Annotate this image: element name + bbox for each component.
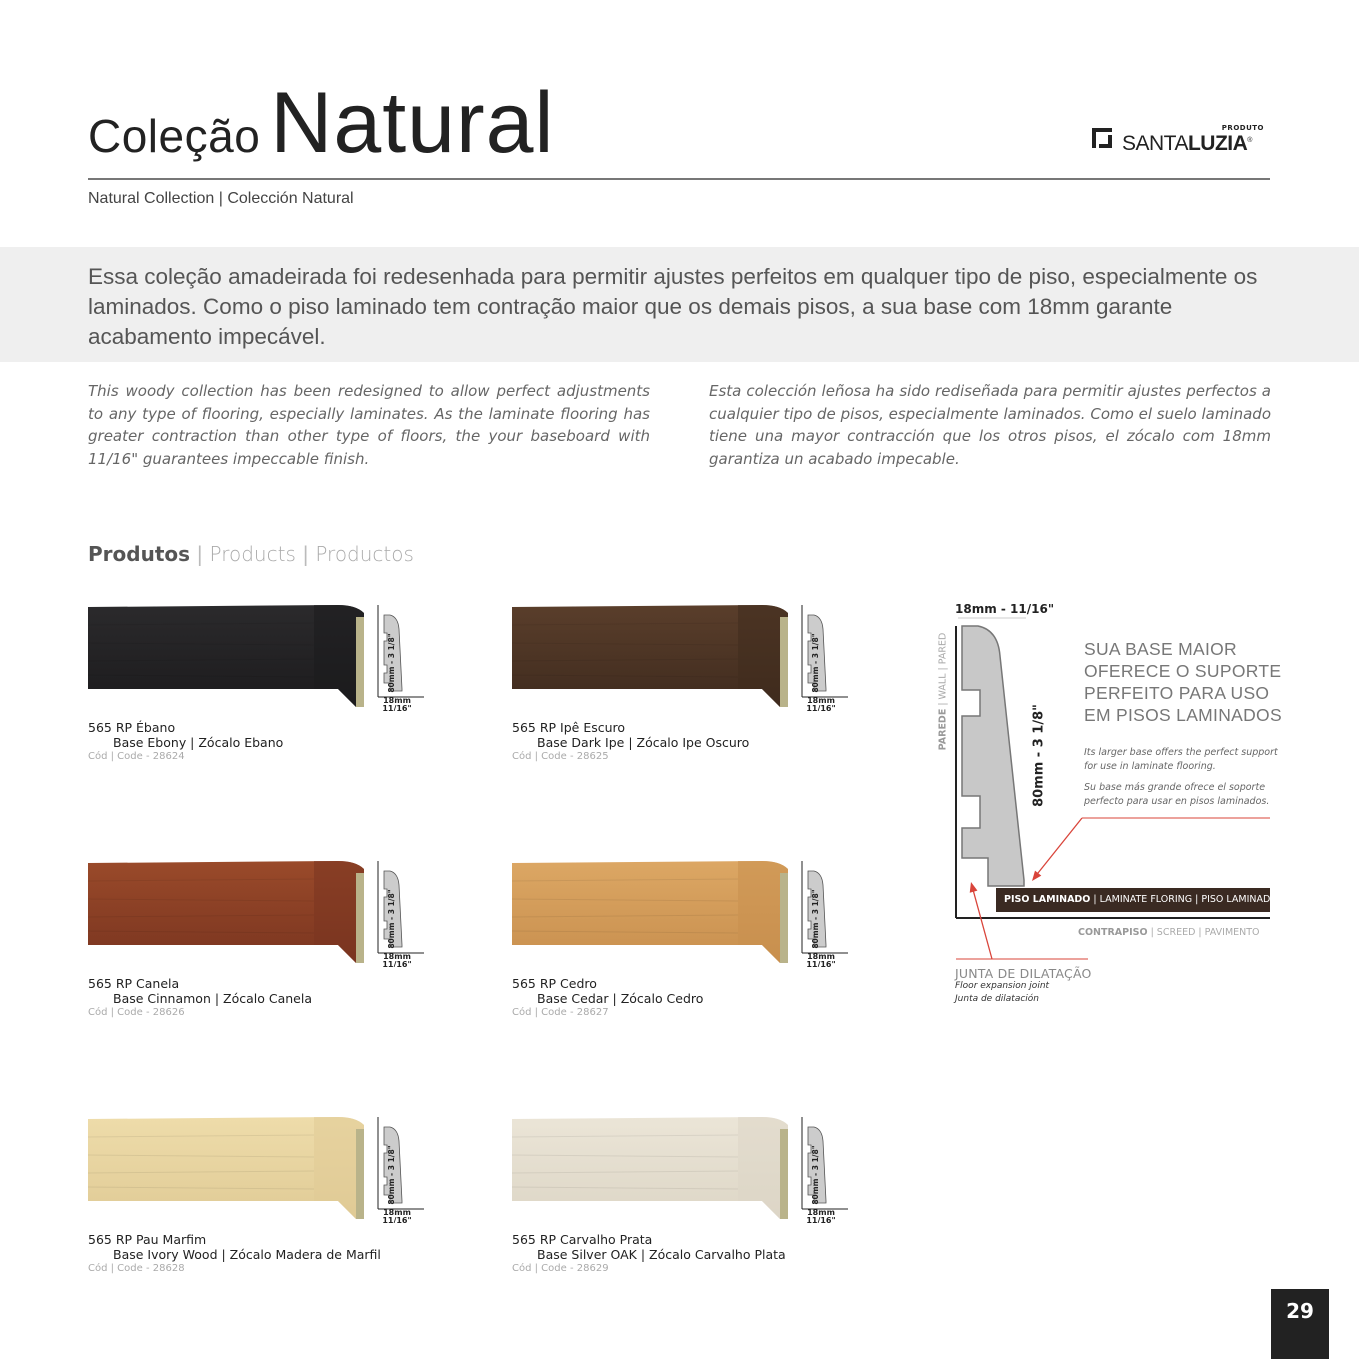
paragraph-english: This woody collection has been redesigned to allow perfect adjustments to any type of flooring, especially laminates. As the laminate flooring has greater contraction than other type of floors, the your baseboard with 11/16" guarantees impeccable finish. bbox=[88, 382, 650, 468]
profile-height-label: 80mm - 3 1/8" bbox=[387, 1145, 396, 1205]
baseboard-photo bbox=[88, 859, 365, 965]
profile-width-in: 11/16" bbox=[382, 704, 412, 711]
product-name: 565 RP Ébano bbox=[88, 720, 176, 735]
profile-height-label: 80mm - 3 1/8" bbox=[387, 889, 396, 949]
baseboard-photo bbox=[88, 603, 365, 709]
product-card bbox=[88, 603, 468, 773]
profile-height-label: 80mm - 3 1/8" bbox=[387, 633, 396, 693]
products-heading-en: Products bbox=[209, 542, 296, 566]
product-card bbox=[88, 1115, 468, 1285]
diagram-text-en: Its larger base offers the perfect support for use in laminate flooring. bbox=[1084, 747, 1278, 772]
products-heading-pt: Produtos bbox=[88, 542, 191, 566]
profile-width-in: 11/16" bbox=[806, 960, 836, 967]
baseboard-photo bbox=[512, 1115, 789, 1221]
product-name: 565 RP Canela bbox=[88, 976, 180, 991]
baseboard-profile bbox=[962, 626, 1024, 886]
diagram-headline: SUA BASE MAIOR OFERECE O SUPORTE PERFEITO PARA USO EM PISOS LAMINADOS bbox=[1084, 639, 1282, 725]
profile-width-mm: 18mm bbox=[383, 1208, 411, 1217]
diagram-text-es: Su base más grande ofrece el soporte perfecto para usar en pisos laminados. bbox=[1084, 782, 1270, 807]
product-code: Cód | Code - 28627 bbox=[512, 1007, 609, 1018]
laminate-floor-bold: PISO LAMINADO bbox=[1004, 894, 1091, 905]
logo-wordmark bbox=[1122, 132, 1252, 156]
accent-arrow-head bbox=[1029, 871, 1041, 884]
profile-height-label: 80mm - 3 1/8" bbox=[811, 1145, 820, 1205]
product-description: Base Dark Ipe | Zócalo Ipe Oscuro bbox=[537, 735, 750, 750]
products-heading-sep: | bbox=[302, 542, 309, 566]
intro-text: Essa coleção amadeirada foi redesenhada para permitir ajustes perfeitos em qualquer tipo de piso, especialmente os laminados. Como o piso laminado tem contração maior que os demais pisos, a sua base com 18mm garante acabamento impecável. bbox=[88, 264, 1258, 349]
product-code: Cód | Code - 28629 bbox=[512, 1263, 609, 1274]
collection-title bbox=[88, 74, 555, 173]
product-code: Cód | Code - 28624 bbox=[88, 751, 185, 762]
accent-arrow-head bbox=[967, 881, 977, 893]
laminate-floor-rest: | LAMINATE FLORING | PISO LAMINADO bbox=[1090, 894, 1278, 905]
product-card bbox=[512, 603, 892, 773]
profile-width-mm: 18mm bbox=[807, 696, 835, 705]
title-small: Coleção bbox=[88, 110, 261, 162]
product-description: Base Silver OAK | Zócalo Carvalho Plata bbox=[537, 1247, 786, 1262]
products-heading-sep: | bbox=[196, 542, 204, 566]
expansion-joint-en: Floor expansion joint bbox=[955, 981, 1050, 991]
screed-label-rest: | SCREED | PAVIMENTO bbox=[1147, 927, 1260, 938]
product-card bbox=[512, 1115, 892, 1285]
dim-top-label: 18mm - 11/16" bbox=[955, 602, 1055, 616]
profile-width-mm: 18mm bbox=[807, 952, 835, 961]
baseboard-photo bbox=[88, 1115, 365, 1221]
profile-diagram bbox=[372, 1115, 432, 1223]
profile-diagram bbox=[372, 603, 432, 711]
product-code: Cód | Code - 28625 bbox=[512, 751, 609, 762]
product-code: Cód | Code - 28626 bbox=[88, 1007, 185, 1018]
logo-produto: PRODUTO bbox=[1221, 124, 1264, 132]
product-card bbox=[512, 859, 892, 1029]
products-heading bbox=[88, 542, 414, 566]
product-description: Base Cinnamon | Zócalo Canela bbox=[113, 991, 312, 1006]
logo-registered: ® bbox=[1247, 137, 1252, 144]
paragraph-spanish: Esta colección leñosa ha sido rediseñada para permitir ajustes perfectos a cualquier tipo de pisos, especialmente laminados. Como el suelo laminado tiene una mayor contracción que los otros pisos, el zócalo com 18mm garantiza un acabado impecable. bbox=[709, 382, 1271, 468]
profile-width-mm: 18mm bbox=[807, 1208, 835, 1217]
screed-label bbox=[1078, 927, 1260, 938]
expansion-joint-es: Junta de dilatación bbox=[955, 994, 1040, 1004]
accent-arrow-line bbox=[972, 886, 992, 959]
baseboard-photo bbox=[512, 603, 789, 709]
profile-diagram bbox=[796, 1115, 856, 1223]
product-description: Base Ebony | Zócalo Ebano bbox=[113, 735, 284, 750]
profile-diagram bbox=[796, 603, 856, 711]
brand-logo bbox=[1092, 124, 1272, 158]
profile-height-label: 80mm - 3 1/8" bbox=[811, 633, 820, 693]
profile-height-label: 80mm - 3 1/8" bbox=[811, 889, 820, 949]
wall-label-bold: PAREDE bbox=[937, 708, 949, 751]
title-large: Natural bbox=[270, 75, 555, 171]
page-number: 29 bbox=[1271, 1289, 1329, 1359]
wall-label-rest: | WALL | PARED bbox=[937, 632, 949, 709]
profile-width-in: 11/16" bbox=[382, 960, 412, 967]
wall-label bbox=[938, 627, 949, 757]
products-heading-es: Productos bbox=[315, 542, 414, 566]
product-name: 565 RP Cedro bbox=[512, 976, 597, 991]
accent-arrow-line bbox=[1034, 818, 1082, 878]
profile-diagram bbox=[372, 859, 432, 967]
collection-subtitle: Natural Collection | Colección Natural bbox=[88, 190, 354, 207]
expansion-joint-label: JUNTA DE DILATAÇÃO bbox=[955, 966, 1092, 981]
profile-width-in: 11/16" bbox=[382, 1216, 412, 1223]
profile-width-mm: 18mm bbox=[383, 696, 411, 705]
product-name: 565 RP Ipê Escuro bbox=[512, 720, 626, 735]
product-description: Base Cedar | Zócalo Cedro bbox=[537, 991, 704, 1006]
header-divider bbox=[88, 178, 1270, 180]
profile-width-in: 11/16" bbox=[806, 1216, 836, 1223]
logo-word-light: SANTA bbox=[1122, 132, 1188, 155]
profile-diagram bbox=[796, 859, 856, 967]
product-name: 565 RP Pau Marfim bbox=[88, 1232, 207, 1247]
screed-label-bold: CONTRAPISO bbox=[1078, 927, 1148, 938]
logo-mark-icon bbox=[1092, 128, 1112, 148]
product-description: Base Ivory Wood | Zócalo Madera de Marfil bbox=[113, 1247, 381, 1262]
profile-width-mm: 18mm bbox=[383, 952, 411, 961]
dim-side-label: 80mm - 3 1/8" bbox=[1031, 704, 1047, 807]
laminate-floor-bar bbox=[996, 888, 1278, 912]
profile-width-in: 11/16" bbox=[806, 704, 836, 711]
product-name: 565 RP Carvalho Prata bbox=[512, 1232, 653, 1247]
product-code: Cód | Code - 28628 bbox=[88, 1263, 185, 1274]
logo-word-bold: LUZIA bbox=[1187, 132, 1248, 155]
product-card bbox=[88, 859, 468, 1029]
baseboard-photo bbox=[512, 859, 789, 965]
